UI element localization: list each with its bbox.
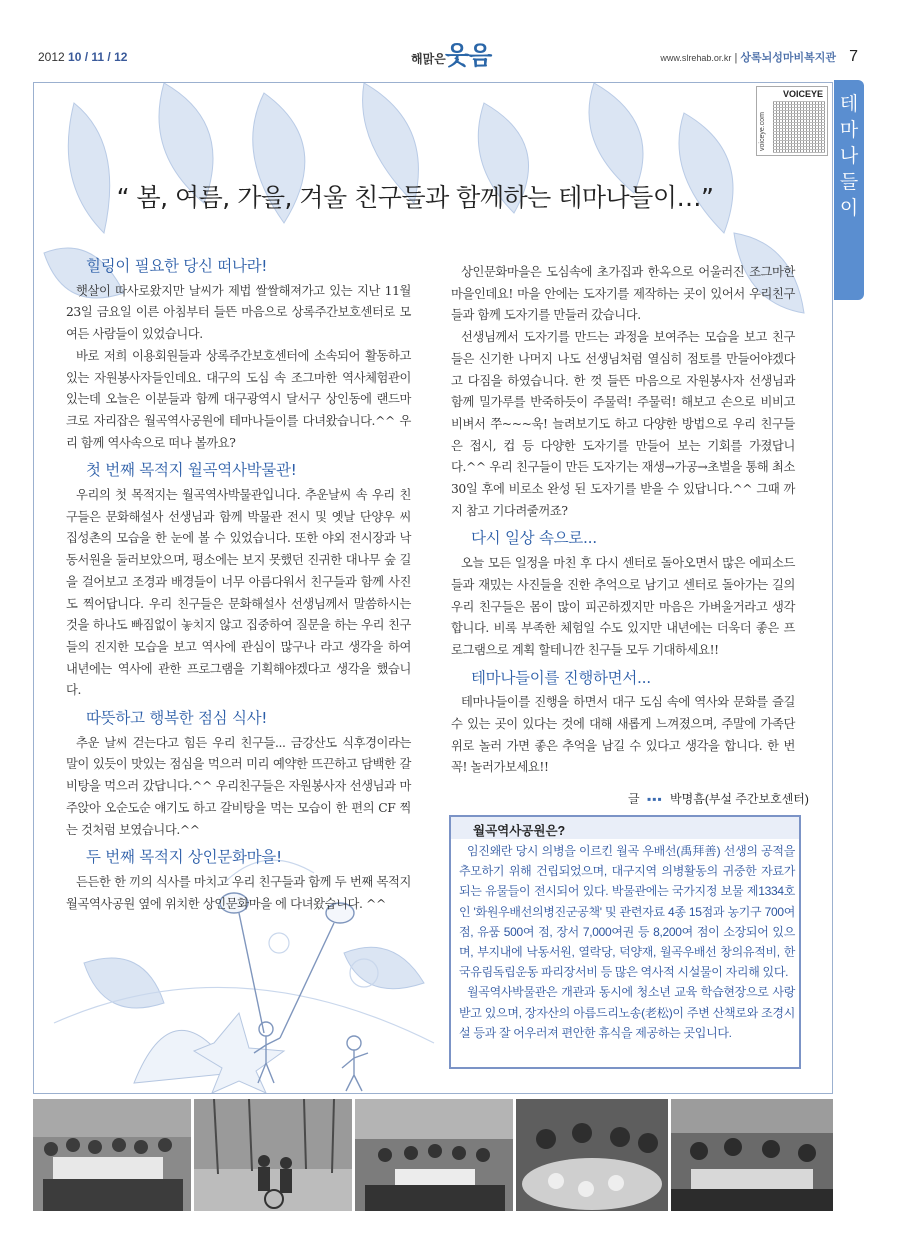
right-column <box>451 262 795 779</box>
website-url[interactable]: www.slrehab.or.kr <box>660 53 732 63</box>
photo-strip <box>33 1099 833 1211</box>
theme-tab-char: 이 <box>839 198 859 219</box>
logo-prefix: 해맑은 <box>411 52 446 66</box>
paragraph: 테마나들이를 진행을 하면서 대구 도심 속에 역사와 문화를 즐길 수 있는 곳이 있다는 것에 대해 새롭게 느껴졌으며, 주말에 가족단위로 놀러 가면 좋은 추억을 남길 수 있다고 생각을 합니다. 한 번 꼭! 놀러가보세요!! <box>451 695 795 775</box>
voiceye-qr-pattern <box>773 101 825 153</box>
credit-label: 글 <box>628 792 640 806</box>
section-heading: 힐링이 필요한 당신 떠나라! <box>86 257 268 275</box>
section-heading: 두 번째 목적지 상인문화마을! <box>86 848 282 867</box>
paragraph: 선생님께서 도자기를 만드는 과정을 보여주는 모습을 보고 친구들은 신기한 나머지 나도 선생님처럼 열심히 점토를 만들어야겠다고 다짐을 하였습니다. 한 껏 들뜬 마음으로 자원봉사자 선생님과 함께 밀가루를 반죽하듯이 주물럭! 주물럭! 해보고 손으로 비비고 비벼서 쭈~~~욱! 늘려보기도 하고 다양한 방법으로 우리 친구들은 접시, 컵 등 다양한 도자기를 만들어 보는 기회를 가졌답니다.^^ 우리 친구들이 만든 도자기는 재생→가공→초벌을 통해 최소 30일 후에 비로소 완성 된 도자기를 받을 수 있답니다.^^ 그때 까지 참고 기다려줄꺼죠? <box>451 330 795 518</box>
outdoor-group-photo <box>355 1099 513 1211</box>
theme-tab-char: 들 <box>839 172 859 193</box>
left-column <box>66 256 411 915</box>
paragraph: 상인문화마을은 도심속에 초가집과 한옥으로 어울러진 조그마한 마을인데요! 마을 안에는 도자기를 제작하는 곳이 있어서 우리친구들과 함께 도자기를 만들러 갔습니다. <box>451 265 795 323</box>
theme-tab-char: 테 <box>839 94 859 115</box>
section-heading: 따뜻하고 행복한 점심 식사! <box>86 709 268 728</box>
paragraph: 오늘 모든 일정을 마친 후 다시 센터로 돌아오면서 많은 에피소드들과 재밌는 사진들을 진한 추억으로 남기고 센터로 돌아가는 길의 우리 친구들은 몸이 많이 피곤하겠지만 마음은 가벼울거라고 생각합니다. 비록 부족한 체험일 수도 있지만 내년에는 더욱더 좋은 프로그램으로 계획 할테니깐 친구들 모두 기대하세요!! <box>451 556 795 657</box>
theme-tab-char: 마 <box>839 120 859 141</box>
logo-main: 웃음 <box>445 42 492 70</box>
issue-dates: 10 / 11 / 12 <box>68 50 128 64</box>
paragraph: 추운 날씨 걷는다고 힘든 우리 친구들... 금강산도 식후경이라는 말이 있듯이 맛있는 점심을 먹으러 미리 예약한 뜨끈하고 담백한 갈비탕을 먹으러 갔답니다.^^ 우리친구들은 자원봉사자 선생님과 마주앉아 오순도순 얘기도 하고 갈비탕을 먹는 모습이 한 편의 CF 찍는 것처럼 보였습니다.^^ <box>66 735 411 837</box>
newsletter-logo <box>405 36 505 70</box>
credit-name: 박명흠(부설 주간보호센터) <box>670 792 809 806</box>
organization-name: 상록뇌성마비복지관 <box>740 52 837 64</box>
pottery-photo <box>671 1099 833 1211</box>
section-heading: 다시 일상 속으로... <box>471 529 597 548</box>
credit-dots: ▪▪▪ <box>646 792 663 806</box>
paragraph: 우리의 첫 목적지는 월곡역사박물관입니다. 추운날씨 속 우리 친구들은 문화해설사 선생님과 함께 박물관 전시 및 옛날 단양우 씨 집성촌의 모습을 한 눈에 볼 수 있었습니다. 또한 야외 전시장과 낙동서원을 둘러보았으며, 평소에는 보지 못했던 진귀한 대나무 숲 길을 걸어보고 조경과 배경들이 너무 아름다워서 친구들과 함께 사진도 찍어답니다. 우리 친구들은 문화해설사 선생님께서 말씀하시는 것을 하나도 빠짐없이 놓치지 않고 집중하여 질문을 하는 우리 친구들의 진지한 모습을 보고 역사에 관심이 많구나 라고 생각을 하여 내년에는 역사에 관한 프로그램을 기획해야겠다고 생각을 했습니다. <box>66 488 411 698</box>
theme-tab-char: 나 <box>839 146 859 167</box>
paragraph: 바로 저희 이용회원들과 상록주간보호센터에 소속되어 활동하고 있는 자원봉사자들인데요. 대구의 도심 속 조그마한 역사체험관이 있는데 오늘은 이분들과 함께 대구광역시 달서구 상인동에 랜드마크로 자리잡은 월곡역사공원에 테마나들이를 다녀왔습니다.^^ 우리 함께 역사속으로 떠나 볼까요? <box>66 348 411 450</box>
theme-tab-label <box>834 80 864 300</box>
voiceye-code <box>756 86 828 156</box>
paragraph: 햇살이 따사로왔지만 날씨가 제법 쌀쌀해져가고 있는 지난 11월 23일 금요일 이른 아침부터 들뜬 마음으로 상록주간보호센터로 모여든 사람들이 있었습니다. <box>66 283 411 342</box>
article-title: “ 봄, 여름, 가을, 겨울 친구들과 함께하는 테마나들이…” <box>116 183 714 212</box>
park-walk-photo <box>194 1099 352 1211</box>
info-paragraph: 임진왜란 당시 의병을 이르킨 월곡 우배선(禹拜善) 선생의 공적을 추모하기 위해 건립되었으며, 대구지역 의병활동의 귀중한 자료가 되는 유물들이 전시되어 있다. 박물관에는 국가지정 보물 제1334호인 '화원우배선의병진군공책' 및 관련자료 4종 15점과 농기구 700여 점, 유품 500여 점, 장서 7,000여권 등 8,200여 점이 소장되어 있으며, 부지내에 낙동서원, 열락당, 덕양재, 월곡우배선 창의유적비, 한국유림독립운동 파리장서비 등 많은 역사적 시설물이 자리해 있다. <box>459 844 795 980</box>
lunch-photo <box>516 1099 668 1211</box>
voiceye-brand: VOICEYE <box>782 89 823 99</box>
paragraph: 든든한 한 끼의 식사를 마치고 우리 친구들과 함께 두 번째 목적지 월곡역사공원 옆에 위치한 상인문화마을 에 다녀왔습니다. ^^ <box>66 874 411 911</box>
group-photo-banner <box>33 1099 191 1211</box>
info-box-title: 월곡역사공원은? <box>473 824 566 838</box>
issue-date <box>38 50 127 64</box>
section-heading: 첫 번째 목적지 월곡역사박물관! <box>86 461 297 480</box>
info-paragraph: 월곡역사박물관은 개관과 동시에 청소년 교육 학습현장으로 사랑받고 있으며, 장자산의 아름드리노송(老松)이 주변 산책로와 조경시설 등과 잘 어우러져 편안한 휴식을 제공하는 곳입니다. <box>459 985 795 1040</box>
info-box <box>449 815 801 1069</box>
page-number: 7 <box>849 48 858 65</box>
header-right <box>660 48 858 66</box>
info-box-body <box>459 841 795 1043</box>
header-separator: | <box>734 52 738 64</box>
voiceye-url: voiceye.com <box>759 112 766 151</box>
issue-year: 2012 <box>38 50 65 64</box>
author-credit <box>628 790 809 807</box>
section-heading: 테마나들이를 진행하면서... <box>471 668 651 687</box>
